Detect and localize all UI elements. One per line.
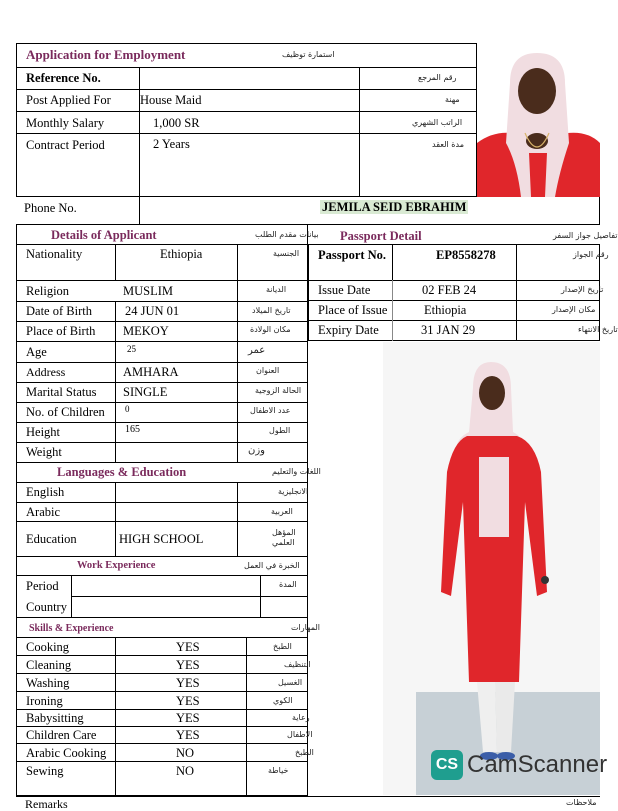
education-value: HIGH SCHOOL: [119, 532, 204, 546]
height-value: 165: [125, 424, 140, 435]
cooking-value: YES: [176, 640, 200, 654]
ironing-label: Ironing: [26, 694, 63, 708]
marital-status-value: SINGLE: [123, 385, 168, 399]
children-care-value: YES: [176, 728, 200, 742]
marital-status-label: Marital Status: [26, 385, 97, 399]
skills-title: Skills & Experience: [29, 623, 114, 634]
passport-number-value: EP8558278: [436, 248, 496, 262]
children-care-arabic: الاطفال: [287, 730, 313, 739]
arabic-cooking-arabic: الطبخ: [295, 748, 314, 757]
religion-arabic: الديانة: [266, 285, 287, 294]
divider: [16, 673, 308, 674]
cooking-label: Cooking: [26, 640, 70, 654]
washing-value: YES: [176, 676, 200, 690]
english-label: English: [26, 485, 65, 499]
cooking-arabic: الطبخ: [273, 642, 292, 651]
expiry-date-arabic: تاريخ الانتهاء: [578, 325, 618, 334]
divider: [392, 244, 393, 280]
monthly-salary-arabic: الراتب الشهري: [412, 118, 463, 127]
place-of-birth-arabic: مكان الولادة: [250, 325, 291, 334]
divider: [16, 726, 308, 727]
cleaning-arabic: التنظيف: [284, 660, 311, 669]
details-title-arabic: بيانات مقدم الطلب: [255, 230, 319, 239]
nationality-value: Ethiopia: [160, 247, 203, 261]
divider: [16, 321, 308, 322]
divider: [16, 655, 308, 656]
divider: [359, 67, 360, 197]
religion-label: Religion: [26, 284, 70, 298]
divider: [237, 482, 238, 556]
contract-period-arabic: مدة العقد: [432, 140, 464, 149]
children-arabic: عدد الاطفال: [250, 406, 291, 415]
page-title: Application for Employment: [26, 47, 186, 62]
divider: [308, 280, 600, 281]
divider: [246, 637, 247, 796]
weight-arabic: وزن: [248, 445, 266, 456]
education-arabic: المؤهل العلمي: [272, 528, 296, 547]
date-of-birth-arabic: تاريخ الميلاد: [252, 306, 291, 315]
weight-label: Weight: [26, 445, 62, 459]
expiry-date-value: 31 JAN 29: [421, 323, 476, 337]
issue-date-label: Issue Date: [318, 283, 371, 297]
divider: [16, 796, 600, 797]
age-value: 25: [127, 344, 136, 354]
height-arabic: الطول: [269, 426, 291, 435]
divider: [115, 244, 116, 280]
divider: [308, 340, 600, 341]
divider: [308, 244, 600, 245]
divider: [16, 341, 308, 342]
issue-date-value: 02 FEB 24: [422, 283, 477, 297]
babysitting-value: YES: [176, 711, 200, 725]
arabic-arabic: العربية: [271, 507, 293, 516]
reference-no-arabic: رقم المرجع: [418, 73, 457, 82]
divider: [308, 320, 600, 321]
post-applied-arabic: مهنة: [445, 95, 460, 104]
ironing-arabic: الكوي: [273, 696, 293, 705]
divider: [115, 301, 116, 462]
divider: [16, 280, 308, 281]
religion-value: MUSLIM: [123, 284, 174, 298]
address-arabic: العنوان: [256, 366, 280, 375]
divider: [16, 575, 308, 576]
address-label: Address: [26, 365, 66, 379]
remarks-label: Remarks: [25, 797, 68, 811]
monthly-salary-value: 1,000 SR: [153, 116, 200, 130]
post-applied-value: House Maid: [140, 93, 202, 107]
period-label: Period: [26, 579, 59, 593]
height-label: Height: [26, 425, 61, 439]
nationality-label: Nationality: [26, 247, 83, 261]
issue-date-arabic: تاريخ الإصدار: [561, 285, 604, 294]
cleaning-label: Cleaning: [26, 658, 72, 672]
divider: [16, 521, 308, 522]
children-care-label: Children Care: [26, 728, 97, 742]
divider: [115, 482, 116, 556]
date-of-birth-value: 24 JUN 01: [125, 304, 180, 318]
divider: [16, 761, 308, 762]
date-of-birth-label: Date of Birth: [26, 304, 92, 318]
washing-arabic: الغسيل: [278, 678, 303, 687]
passport-title-arabic: تفاصيل جواز السفر: [553, 231, 618, 240]
divider: [16, 402, 308, 403]
divider: [237, 244, 238, 462]
divider: [16, 637, 308, 638]
portrait-illustration: [477, 43, 600, 197]
divider: [139, 67, 140, 197]
reference-no-label: Reference No.: [26, 71, 101, 85]
camscanner-text: CamScanner: [467, 751, 608, 778]
divider: [139, 197, 140, 225]
sewing-label: Sewing: [26, 764, 64, 778]
applicant-portrait-photo: [477, 43, 600, 197]
nationality-arabic: الجنسية: [273, 249, 300, 258]
divider: [16, 502, 308, 503]
full-length-illustration: [383, 342, 600, 795]
english-arabic: الانجليزية: [278, 487, 309, 496]
divider: [16, 709, 308, 710]
place-of-issue-arabic: مكان الإصدار: [552, 305, 596, 314]
languages-title-arabic: اللغات والتعليم: [272, 467, 321, 476]
camscanner-watermark: [431, 748, 608, 782]
babysitting-arabic: رعاية: [292, 713, 310, 722]
period-arabic: المدة: [279, 580, 297, 589]
divider: [16, 422, 308, 423]
divider: [16, 442, 308, 443]
divider: [16, 67, 477, 68]
applicant-full-photo: [383, 342, 608, 795]
applicant-name: JEMILA SEID EBRAHIM: [322, 200, 467, 214]
age-label: Age: [26, 345, 47, 359]
divider: [71, 575, 72, 617]
passport-number-arabic: رقم الجواز: [573, 250, 609, 259]
contract-period-value: 2 Years: [153, 137, 190, 151]
children-label: No. of Children: [26, 405, 105, 419]
education-label: Education: [26, 532, 77, 546]
place-of-issue-label: Place of Issue: [318, 303, 388, 317]
monthly-salary-label: Monthly Salary: [26, 116, 105, 130]
divider: [16, 482, 308, 483]
work-title: Work Experience: [77, 560, 156, 571]
arabic-cooking-label: Arabic Cooking: [26, 746, 107, 760]
divider: [16, 691, 308, 692]
place-of-birth-value: MEKOY: [123, 324, 169, 338]
divider: [16, 301, 308, 302]
address-value: AMHARA: [123, 365, 179, 379]
ironing-value: YES: [176, 694, 200, 708]
marital-status-arabic: الحالة الزوجية: [255, 386, 302, 395]
divider: [16, 111, 477, 112]
details-title: Details of Applicant: [51, 228, 157, 242]
expiry-date-label: Expiry Date: [318, 323, 379, 337]
page-title-arabic: استمارة توظيف: [282, 50, 335, 59]
divider: [115, 637, 116, 796]
place-of-birth-label: Place of Birth: [26, 324, 96, 338]
divider: [16, 382, 308, 383]
divider: [16, 133, 477, 134]
sewing-value: NO: [176, 764, 195, 778]
divider: [260, 575, 261, 617]
divider: [516, 244, 517, 341]
phone-label: Phone No.: [24, 201, 77, 215]
washing-label: Washing: [26, 676, 70, 690]
passport-number-label: Passport No.: [318, 248, 387, 262]
children-value: 0: [125, 404, 130, 414]
camscanner-badge: CS: [431, 750, 463, 780]
remarks-arabic: ملاحظات: [566, 798, 597, 807]
divider: [599, 197, 600, 225]
sewing-arabic: خياطة: [268, 766, 289, 775]
divider: [392, 280, 393, 341]
divider: [16, 244, 308, 245]
arabic-label: Arabic: [26, 505, 61, 519]
place-of-issue-value: Ethiopia: [424, 303, 467, 317]
phone-row: [16, 197, 600, 225]
post-applied-label: Post Applied For: [26, 93, 111, 107]
cleaning-value: YES: [176, 658, 200, 672]
divider: [308, 300, 600, 301]
arabic-cooking-value: NO: [176, 746, 195, 760]
skills-title-arabic: المهارات: [291, 623, 321, 632]
passport-title: Passport Detail: [340, 229, 422, 243]
country-label: Country: [26, 600, 67, 614]
babysitting-label: Babysitting: [26, 711, 84, 725]
contract-period-label: Contract Period: [26, 138, 105, 152]
divider: [71, 596, 308, 597]
divider: [16, 743, 308, 744]
age-arabic: عمر: [248, 345, 266, 356]
work-title-arabic: الخبرة في العمل: [244, 561, 300, 570]
divider: [16, 362, 308, 363]
languages-title: Languages & Education: [57, 465, 187, 479]
divider: [16, 89, 477, 90]
